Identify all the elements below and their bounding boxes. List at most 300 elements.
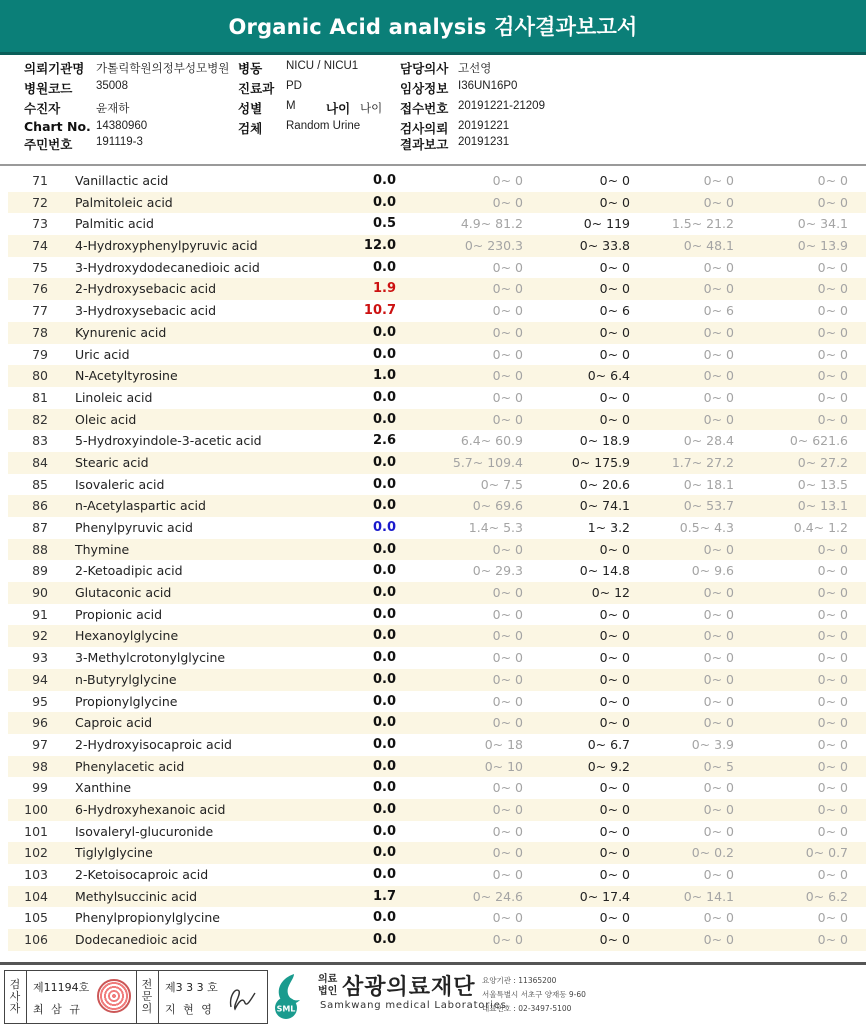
reference-range-3: 0~ 28.4 <box>683 433 734 449</box>
age-label: 나이 <box>326 101 351 116</box>
analyte-name: Glutaconic acid <box>75 585 172 601</box>
receipt-no-value: 20191221-21209 <box>458 100 545 112</box>
table-row <box>8 387 866 409</box>
ward-value: NICU / NICU1 <box>286 60 359 72</box>
result-value: 0.0 <box>372 845 396 861</box>
org-phone: 대표번호 : 02-3497-5100 <box>482 1004 572 1013</box>
org-name: 삼광의료재단 <box>342 975 476 1000</box>
reference-range-3: 0~ 0 <box>703 628 734 644</box>
row-number: 99 <box>32 780 48 796</box>
reference-range-4: 0~ 0 <box>817 259 848 275</box>
analyte-name: 2-Ketoadipic acid <box>75 563 183 579</box>
reference-range-4: 0~ 0 <box>817 932 848 948</box>
table-row <box>8 929 866 951</box>
reference-range-3: 0~ 0 <box>703 173 734 188</box>
analyte-name: Dodecanedioic acid <box>75 932 198 948</box>
reference-range-3: 0~ 0 <box>703 823 734 839</box>
report-date-label: 결과보고 <box>400 137 449 152</box>
reference-range-4: 0~ 13.5 <box>797 476 848 492</box>
table-row <box>8 365 866 387</box>
reference-range-3: 0~ 0 <box>703 585 734 601</box>
reference-range-4: 0~ 0 <box>817 563 848 579</box>
table-row <box>8 192 866 214</box>
clinical-info-value: I36UN16P0 <box>458 80 518 92</box>
reference-range-4: 0~ 0.7 <box>805 845 848 861</box>
result-value: 0.0 <box>372 520 396 535</box>
reference-range-2: 0~ 20.6 <box>579 476 630 492</box>
result-value: 0.0 <box>372 823 396 839</box>
row-number: 78 <box>32 324 48 340</box>
analyte-name: 3-Hydroxydodecanedioic acid <box>75 259 260 275</box>
analyte-name: N-Acetyltyrosine <box>75 368 178 384</box>
result-value: 0.0 <box>372 867 396 882</box>
reference-range-3: 0~ 48.1 <box>683 238 734 254</box>
reference-range-1: 0~ 18 <box>484 736 523 752</box>
analyte-name: Phenylpropionylglycine <box>75 910 221 926</box>
report-date-value: 20191231 <box>458 136 510 148</box>
org-contact <box>482 974 586 1016</box>
reference-range-1: 0~ 0 <box>492 650 523 666</box>
reference-range-2: 0~ 0 <box>599 346 630 362</box>
analyte-name: 2-Ketoisocaproic acid <box>75 867 209 882</box>
inspector-name: 최 삼 규 <box>33 1003 82 1016</box>
reference-range-1: 0~ 0 <box>492 715 523 731</box>
reference-range-1: 0~ 230.3 <box>464 238 523 254</box>
resident-no-value: 191119-3 <box>96 136 143 148</box>
reference-range-1: 0~ 69.6 <box>472 498 523 514</box>
reference-range-1: 0~ 0 <box>492 194 523 210</box>
reference-range-2: 0~ 0 <box>599 715 630 731</box>
result-value: 0.0 <box>372 780 396 796</box>
reference-range-3: 0~ 0 <box>703 259 734 275</box>
reference-range-1: 0~ 0 <box>492 411 523 427</box>
analyte-name: Phenylacetic acid <box>75 758 185 774</box>
patient-label: 수진자 <box>24 101 61 116</box>
reference-range-4: 0~ 13.1 <box>797 498 848 514</box>
reference-range-3: 0~ 0 <box>703 780 734 796</box>
reference-range-4: 0~ 0 <box>817 780 848 796</box>
row-number: 87 <box>32 520 48 535</box>
reference-range-4: 0~ 0 <box>817 693 848 709</box>
reference-range-3: 0~ 18.1 <box>683 476 734 492</box>
footer-divider <box>0 962 866 965</box>
result-value: 0.0 <box>372 346 396 362</box>
reference-range-3: 0~ 0 <box>703 910 734 926</box>
row-number: 75 <box>32 259 48 275</box>
row-number: 89 <box>32 563 48 579</box>
result-value: 0.0 <box>372 628 396 644</box>
specialist-label: 전문의 <box>141 978 153 1015</box>
result-value: 0.0 <box>372 541 396 557</box>
signature-icon <box>225 983 261 1013</box>
reference-range-2: 0~ 0 <box>599 628 630 644</box>
chart-no-value: 14380960 <box>96 120 148 132</box>
row-number: 88 <box>32 541 48 557</box>
table-row <box>8 756 866 778</box>
table-row <box>8 409 866 431</box>
table-row <box>8 864 866 886</box>
row-number: 73 <box>32 216 48 232</box>
org-address: 서울특별시 서초구 양재동 9-60 <box>482 990 586 999</box>
row-number: 103 <box>24 867 48 882</box>
table-row <box>8 777 866 799</box>
analyte-name: 3-Methylcrotonylglycine <box>75 650 226 666</box>
result-value: 0.0 <box>372 585 396 601</box>
reference-range-3: 0~ 0 <box>703 368 734 384</box>
reference-range-3: 0~ 0 <box>703 671 734 687</box>
reference-range-4: 0~ 0 <box>817 823 848 839</box>
row-number: 98 <box>32 758 48 774</box>
reference-range-3: 0~ 0 <box>703 281 734 297</box>
result-value: 0.0 <box>372 389 396 405</box>
reference-range-3: 0~ 0 <box>703 867 734 882</box>
row-number: 72 <box>32 194 48 210</box>
reference-range-3: 0~ 0 <box>703 693 734 709</box>
signature-box <box>4 970 268 1024</box>
analyte-name: Methylsuccinic acid <box>75 888 198 904</box>
reference-range-1: 0~ 0 <box>492 693 523 709</box>
reference-range-3: 0.5~ 4.3 <box>679 520 734 535</box>
reference-range-2: 0~ 0 <box>599 411 630 427</box>
table-row <box>8 278 866 300</box>
result-value: 0.0 <box>372 173 396 188</box>
table-row <box>8 474 866 496</box>
reference-range-3: 0~ 0 <box>703 541 734 557</box>
table-row <box>8 604 866 626</box>
reference-range-3: 0~ 0 <box>703 324 734 340</box>
reference-range-4: 0~ 0 <box>817 173 848 188</box>
row-number: 79 <box>32 346 48 362</box>
row-number: 74 <box>32 238 48 254</box>
table-row <box>8 300 866 322</box>
resident-no-label: 주민번호 <box>24 137 73 152</box>
analyte-name: Isovaleric acid <box>75 476 165 492</box>
divider <box>158 971 159 1023</box>
table-row <box>8 691 866 713</box>
reference-range-2: 0~ 119 <box>583 216 630 232</box>
reference-range-1: 0~ 0 <box>492 932 523 948</box>
table-row <box>8 452 866 474</box>
specimen-label: 검체 <box>238 121 263 136</box>
reference-range-1: 0~ 0 <box>492 867 523 882</box>
reference-range-2: 0~ 14.8 <box>579 563 630 579</box>
reference-range-3: 0~ 0 <box>703 650 734 666</box>
reference-range-4: 0~ 0 <box>817 303 848 319</box>
institution-label: 의뢰기관명 <box>24 61 85 76</box>
table-row <box>8 430 866 452</box>
reference-range-4: 0~ 0 <box>817 650 848 666</box>
analyte-name: Palmitoleic acid <box>75 194 173 210</box>
reference-range-2: 0~ 0 <box>599 194 630 210</box>
reference-range-2: 0~ 0 <box>599 541 630 557</box>
reference-range-1: 0~ 0 <box>492 845 523 861</box>
reference-range-4: 0~ 0 <box>817 867 848 882</box>
result-value: 0.0 <box>372 801 396 817</box>
reference-range-4: 0~ 0 <box>817 411 848 427</box>
reference-range-2: 0~ 0 <box>599 324 630 340</box>
row-number: 92 <box>32 628 48 644</box>
result-value: 1.0 <box>372 368 396 384</box>
reference-range-2: 0~ 0 <box>599 780 630 796</box>
result-value: 0.0 <box>372 498 396 514</box>
reference-range-3: 0~ 0 <box>703 411 734 427</box>
reference-range-1: 0~ 0 <box>492 368 523 384</box>
reference-range-1: 0~ 0 <box>492 910 523 926</box>
hospital-code-label: 병원코드 <box>24 81 73 96</box>
reference-range-2: 1~ 3.2 <box>587 520 630 535</box>
analyte-name: n-Acetylaspartic acid <box>75 498 206 514</box>
row-number: 81 <box>32 389 48 405</box>
organization-logo <box>270 970 590 1024</box>
reference-range-2: 0~ 0 <box>599 650 630 666</box>
reference-range-4: 0~ 0 <box>817 324 848 340</box>
analyte-name: Hexanoylglycine <box>75 628 179 644</box>
reference-range-1: 6.4~ 60.9 <box>460 433 523 449</box>
result-value: 12.0 <box>363 238 396 254</box>
reference-range-2: 0~ 6 <box>599 303 630 319</box>
reference-range-4: 0~ 0 <box>817 346 848 362</box>
row-number: 97 <box>32 736 48 752</box>
reference-range-2: 0~ 6.7 <box>587 736 630 752</box>
reference-range-1: 0~ 0 <box>492 801 523 817</box>
reference-range-1: 0~ 0 <box>492 324 523 340</box>
reference-range-2: 0~ 0 <box>599 389 630 405</box>
reference-range-4: 0~ 0 <box>817 585 848 601</box>
specialist-license: 제3 3 3 호 <box>165 981 218 994</box>
patient-value: 윤재하 <box>96 103 130 115</box>
sex-value: M <box>286 100 296 112</box>
hospital-code-value: 35008 <box>96 80 128 92</box>
reference-range-2: 0~ 0 <box>599 173 630 188</box>
reference-range-1: 0~ 0 <box>492 541 523 557</box>
analyte-name: Linoleic acid <box>75 389 153 405</box>
reference-range-3: 0~ 6 <box>703 303 734 319</box>
row-number: 100 <box>24 801 48 817</box>
result-value: 0.0 <box>372 671 396 687</box>
analyte-name: 3-Hydroxysebacic acid <box>75 303 217 319</box>
reference-range-4: 0~ 0 <box>817 801 848 817</box>
row-number: 94 <box>32 671 48 687</box>
patient-info <box>0 55 866 165</box>
result-value: 0.0 <box>372 736 396 752</box>
table-row <box>8 907 866 929</box>
reference-range-3: 0~ 3.9 <box>691 736 734 752</box>
analyte-name: Kynurenic acid <box>75 324 167 340</box>
reference-range-4: 0~ 0 <box>817 389 848 405</box>
reference-range-3: 0~ 0.2 <box>691 845 734 861</box>
reference-range-4: 0~ 0 <box>817 606 848 622</box>
table-row <box>8 235 866 257</box>
row-number: 82 <box>32 411 48 427</box>
inspector-label: 검사자 <box>9 978 21 1015</box>
analyte-name: 2-Hydroxyisocaproic acid <box>75 736 232 752</box>
reference-range-3: 0~ 0 <box>703 389 734 405</box>
analyte-name: 5-Hydroxyindole-3-acetic acid <box>75 433 262 449</box>
row-number: 101 <box>24 823 48 839</box>
result-value: 0.0 <box>372 693 396 709</box>
table-row <box>8 170 866 192</box>
reference-range-1: 0~ 0 <box>492 606 523 622</box>
table-row <box>8 734 866 756</box>
row-number: 71 <box>32 173 48 188</box>
analyte-name: Oleic acid <box>75 411 137 427</box>
reference-range-4: 0~ 0 <box>817 368 848 384</box>
analyte-name: Caproic acid <box>75 715 153 731</box>
result-value: 0.0 <box>372 910 396 926</box>
reference-range-2: 0~ 0 <box>599 259 630 275</box>
reference-range-2: 0~ 0 <box>599 281 630 297</box>
logo-text: SML <box>276 1004 296 1014</box>
reference-range-3: 1.5~ 21.2 <box>671 216 734 232</box>
reference-range-1: 4.9~ 81.2 <box>460 216 523 232</box>
result-value: 0.0 <box>372 259 396 275</box>
age-value: 나이 <box>360 103 383 115</box>
org-type: 의료 법인 <box>318 974 338 997</box>
reference-range-4: 0~ 0 <box>817 715 848 731</box>
reference-range-1: 1.4~ 5.3 <box>468 520 523 535</box>
analyte-name: Vanillactic acid <box>75 173 169 188</box>
reference-range-3: 0~ 0 <box>703 194 734 210</box>
receipt-no-label: 접수번호 <box>400 101 449 116</box>
reference-range-2: 0~ 0 <box>599 867 630 882</box>
department-value: PD <box>286 80 302 92</box>
result-value: 0.0 <box>372 454 396 470</box>
reference-range-2: 0~ 0 <box>599 693 630 709</box>
reference-range-4: 0~ 27.2 <box>797 454 848 470</box>
reference-range-4: 0~ 6.2 <box>805 888 848 904</box>
analyte-name: 6-Hydroxyhexanoic acid <box>75 801 226 817</box>
table-row <box>8 712 866 734</box>
org-name-en: Samkwang medical Laboratories <box>320 1000 507 1011</box>
result-value: 0.0 <box>372 563 396 579</box>
reference-range-1: 0~ 0 <box>492 628 523 644</box>
reference-range-1: 0~ 7.5 <box>480 476 523 492</box>
reference-range-2: 0~ 0 <box>599 845 630 861</box>
table-row <box>8 344 866 366</box>
table-row <box>8 539 866 561</box>
row-number: 83 <box>32 433 48 449</box>
table-row <box>8 842 866 864</box>
table-row <box>8 517 866 539</box>
row-number: 104 <box>24 888 48 904</box>
analyte-name: Isovaleryl-glucuronide <box>75 823 214 839</box>
result-value: 0.0 <box>372 932 396 948</box>
row-number: 105 <box>24 910 48 926</box>
reference-range-2: 0~ 18.9 <box>579 433 630 449</box>
reference-range-2: 0~ 9.2 <box>587 758 630 774</box>
row-number: 77 <box>32 303 48 319</box>
table-row <box>8 821 866 843</box>
result-value: 0.0 <box>372 411 396 427</box>
chart-no-label: Chart No. <box>24 119 91 134</box>
row-number: 91 <box>32 606 48 622</box>
reference-range-4: 0~ 0 <box>817 281 848 297</box>
sml-logo-icon <box>272 972 306 1020</box>
result-value: 0.0 <box>372 715 396 731</box>
ward-label: 병동 <box>238 61 263 76</box>
reference-range-1: 0~ 0 <box>492 585 523 601</box>
reference-range-3: 0~ 0 <box>703 932 734 948</box>
reference-range-1: 0~ 0 <box>492 281 523 297</box>
seal-stamp <box>97 979 131 1013</box>
analyte-name: Uric acid <box>75 346 130 362</box>
reference-range-1: 0~ 0 <box>492 173 523 188</box>
doctor-label: 담당의사 <box>400 61 449 76</box>
request-date-label: 검사의뢰 <box>400 121 449 136</box>
specialist-name: 지 현 영 <box>165 1003 214 1016</box>
row-number: 80 <box>32 368 48 384</box>
reference-range-2: 0~ 0 <box>599 932 630 948</box>
table-row <box>8 582 866 604</box>
reference-range-2: 0~ 0 <box>599 671 630 687</box>
reference-range-1: 0~ 0 <box>492 303 523 319</box>
row-number: 95 <box>32 693 48 709</box>
row-number: 86 <box>32 498 48 514</box>
reference-range-4: 0~ 0 <box>817 736 848 752</box>
analyte-name: Xanthine <box>75 780 132 796</box>
reference-range-2: 0~ 0 <box>599 910 630 926</box>
result-value: 0.0 <box>372 476 396 492</box>
result-value: 2.6 <box>372 433 396 449</box>
clinical-info-label: 임상정보 <box>400 81 449 96</box>
reference-range-4: 0~ 0 <box>817 628 848 644</box>
reference-range-1: 0~ 0 <box>492 671 523 687</box>
reference-range-4: 0.4~ 1.2 <box>793 520 848 535</box>
inspector-license: 제11194호 <box>33 981 90 994</box>
reference-range-1: 0~ 0 <box>492 780 523 796</box>
result-value: 0.0 <box>372 650 396 666</box>
table-row <box>8 799 866 821</box>
analyte-name: Propionic acid <box>75 606 163 622</box>
reference-range-2: 0~ 0 <box>599 801 630 817</box>
reference-range-4: 0~ 621.6 <box>789 433 848 449</box>
department-label: 진료과 <box>238 81 275 96</box>
row-number: 85 <box>32 476 48 492</box>
row-number: 102 <box>24 845 48 861</box>
row-number: 96 <box>32 715 48 731</box>
result-value: 1.9 <box>372 281 396 297</box>
reference-range-1: 0~ 29.3 <box>472 563 523 579</box>
reference-range-1: 0~ 0 <box>492 389 523 405</box>
reference-range-1: 5.7~ 109.4 <box>452 454 523 470</box>
reference-range-4: 0~ 0 <box>817 194 848 210</box>
reference-range-2: 0~ 33.8 <box>579 238 630 254</box>
sex-label: 성별 <box>238 101 263 116</box>
table-row <box>8 322 866 344</box>
reference-range-1: 0~ 0 <box>492 823 523 839</box>
table-row <box>8 213 866 235</box>
analyte-name: Stearic acid <box>75 454 149 470</box>
table-row <box>8 495 866 517</box>
reference-range-3: 0~ 5 <box>703 758 734 774</box>
reference-range-4: 0~ 0 <box>817 541 848 557</box>
table-row <box>8 886 866 908</box>
reference-range-3: 0~ 0 <box>703 606 734 622</box>
reference-range-3: 0~ 0 <box>703 715 734 731</box>
institution-value: 가톨릭학원의정부성모병원 <box>96 63 230 75</box>
row-number: 84 <box>32 454 48 470</box>
reference-range-3: 1.7~ 27.2 <box>671 454 734 470</box>
result-value: 0.0 <box>372 324 396 340</box>
table-row <box>8 647 866 669</box>
specimen-value: Random Urine <box>286 120 361 132</box>
reference-range-3: 0~ 0 <box>703 346 734 362</box>
analyte-name: Propionylglycine <box>75 693 178 709</box>
table-row <box>8 560 866 582</box>
table-row <box>8 625 866 647</box>
row-number: 90 <box>32 585 48 601</box>
reference-range-3: 0~ 14.1 <box>683 888 734 904</box>
